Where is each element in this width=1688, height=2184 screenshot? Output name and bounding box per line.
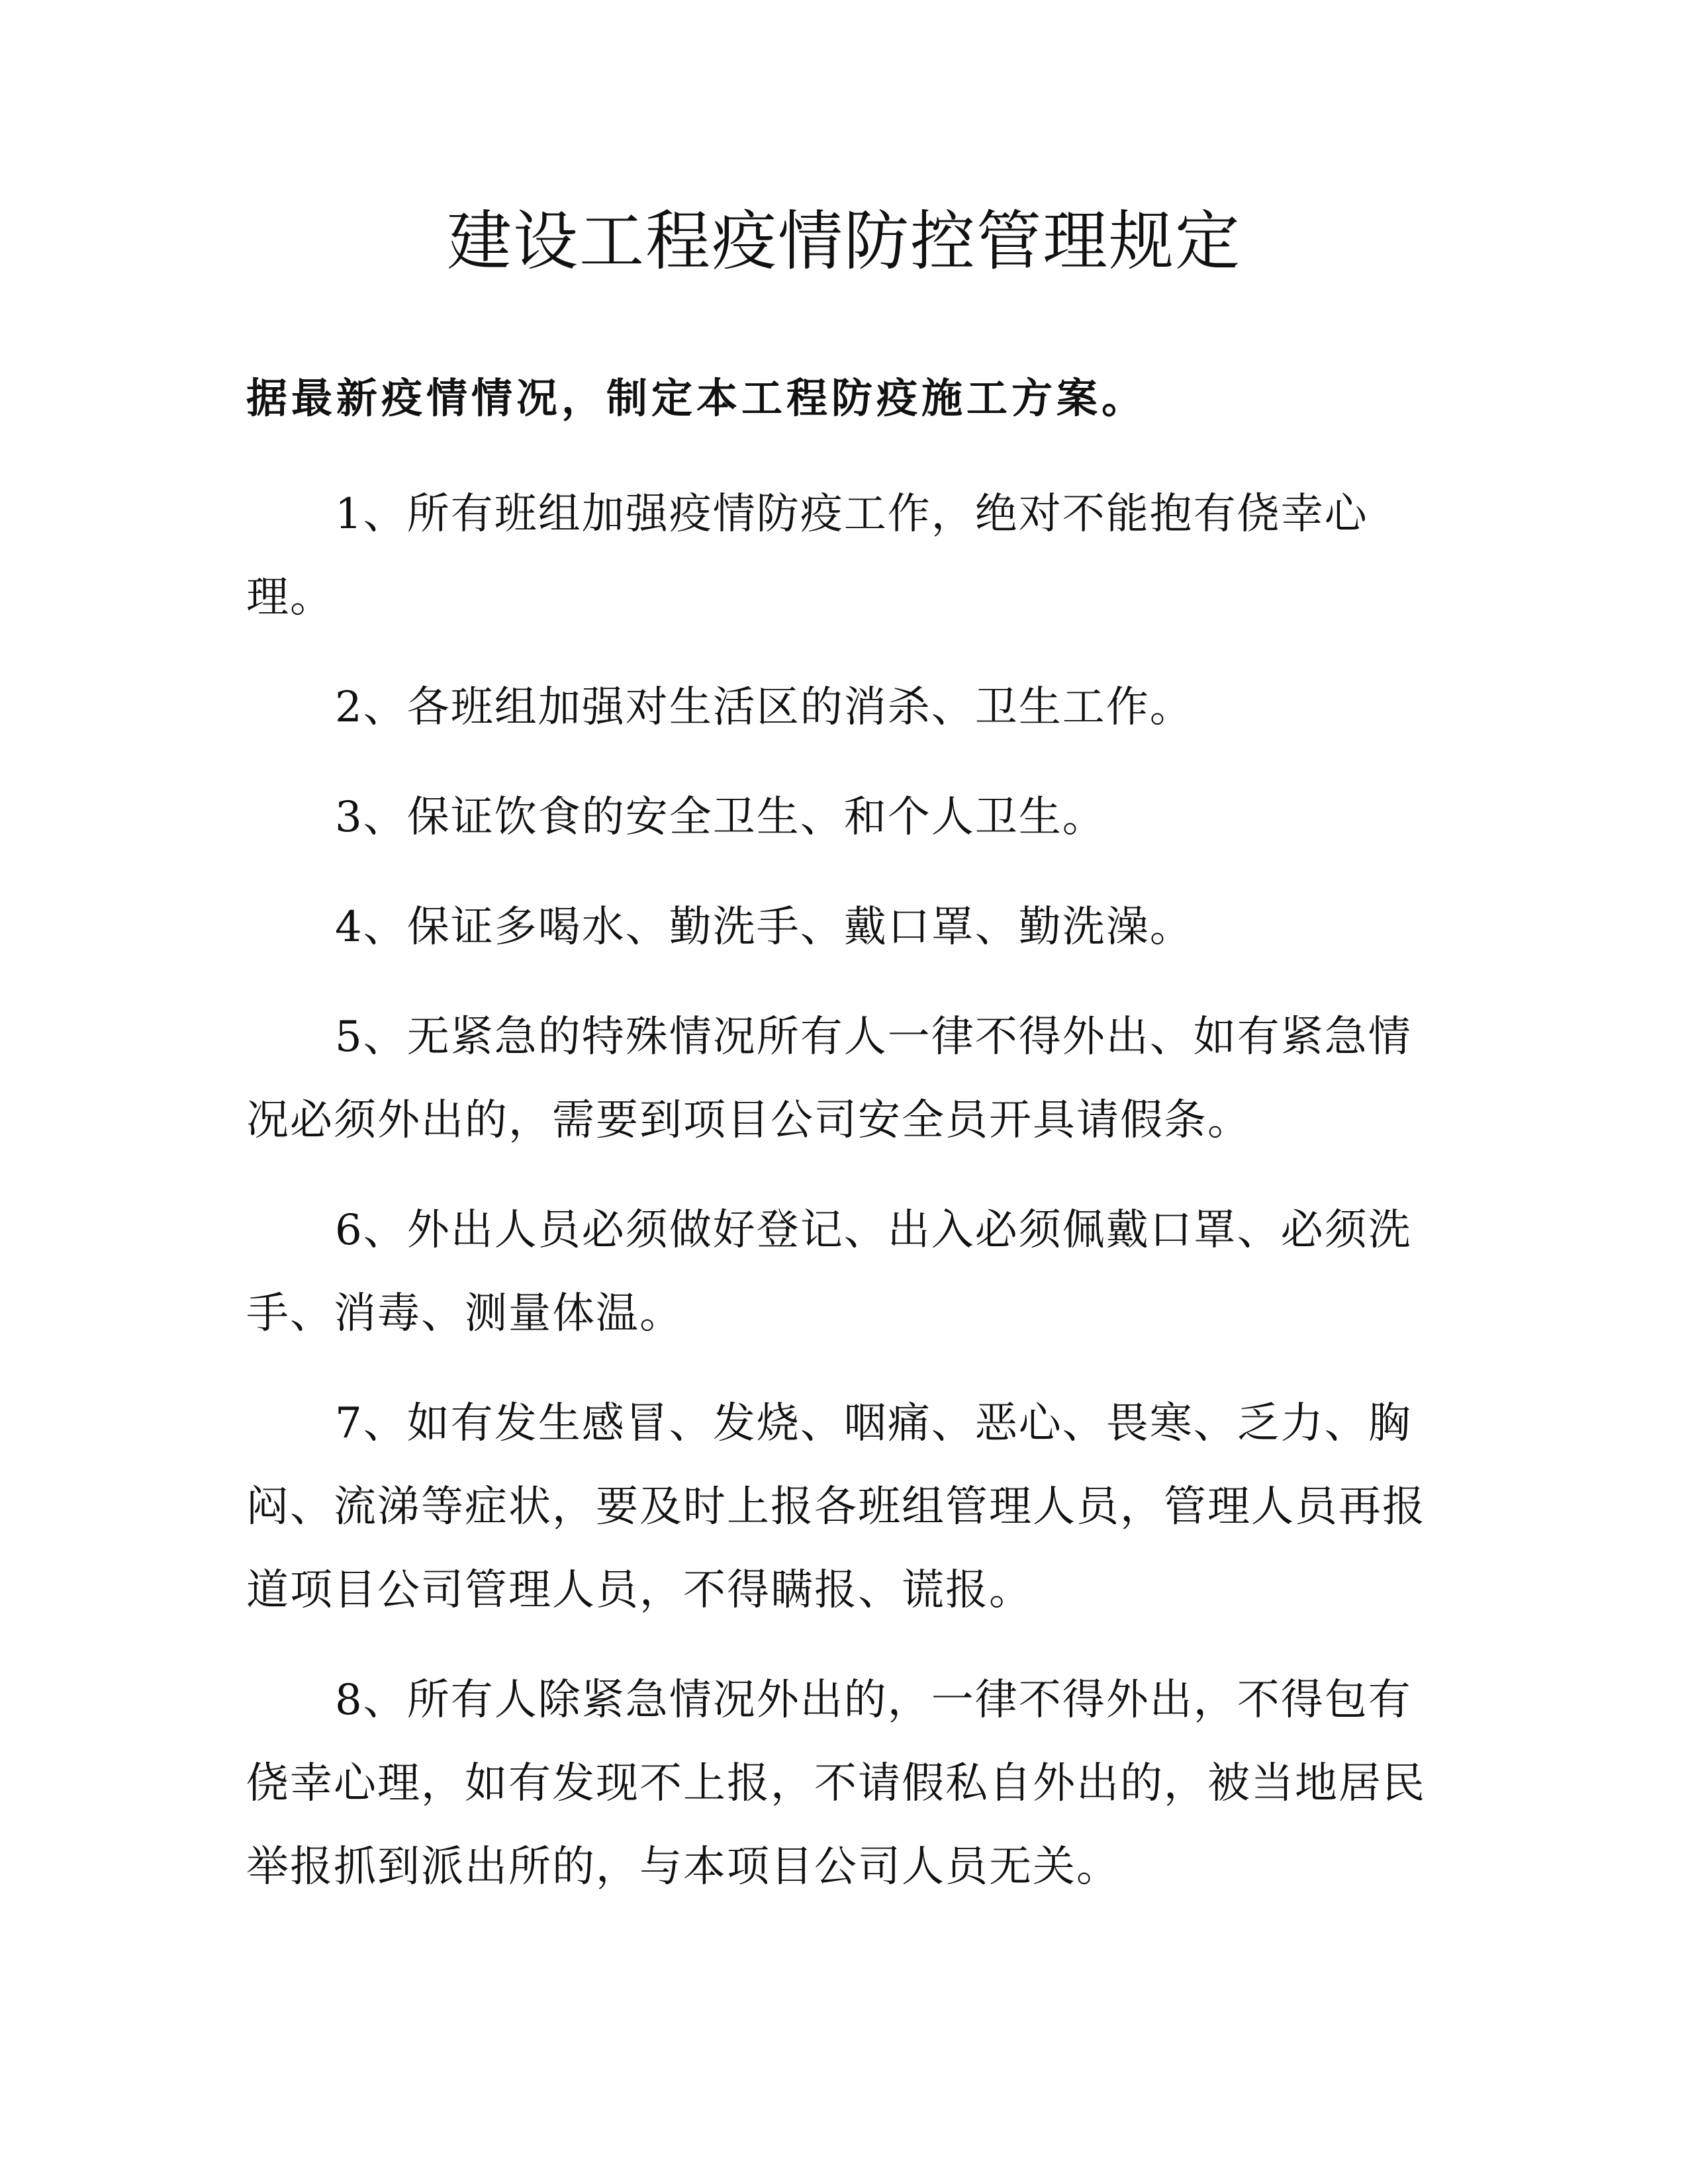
regulation-item-3: 3、保证饮食的安全卫生、和个人卫生。 [335,793,1106,842]
regulation-item-4: 4、保证多喝水、勤洗手、戴口罩、勤洗澡。 [335,903,1194,952]
regulation-list [246,473,1438,1909]
document-intro: 据最新疫情情况，制定本工程防疫施工方案。 [246,374,1147,422]
regulation-item-2: 2、各班组加强对生活区的消杀、卫生工作。 [335,683,1194,732]
regulation-item-7: 7、如有发生感冒、发烧、咽痛、恶心、畏寒、乏力、胸闷、流涕等症状，要及时上报各班组管理人员，管理人员再报道项目公司管理人员，不得瞒报、谎报。 [246,1399,1426,1615]
document-title: 建设工程疫情防控管理规定 [446,204,1241,279]
regulation-item-5: 5、无紧急的特殊情况所有人一律不得外出、如有紧急情况必须外出的，需要到项目公司安全员开具请假条。 [246,1013,1412,1145]
regulation-item-6: 6、外出人员必须做好登记、出入必须佩戴口罩、必须洗手、消毒、测量体温。 [246,1206,1412,1338]
regulation-item-1: 1、所有班组加强疫情防疫工作，绝对不能抱有侥幸心理。 [246,490,1368,622]
regulation-item-8: 8、所有人除紧急情况外出的，一律不得外出，不得包有侥幸心理，如有发现不上报，不请假私自外出的，被当地居民举报抓到派出所的，与本项目公司人员无关。 [246,1676,1426,1891]
